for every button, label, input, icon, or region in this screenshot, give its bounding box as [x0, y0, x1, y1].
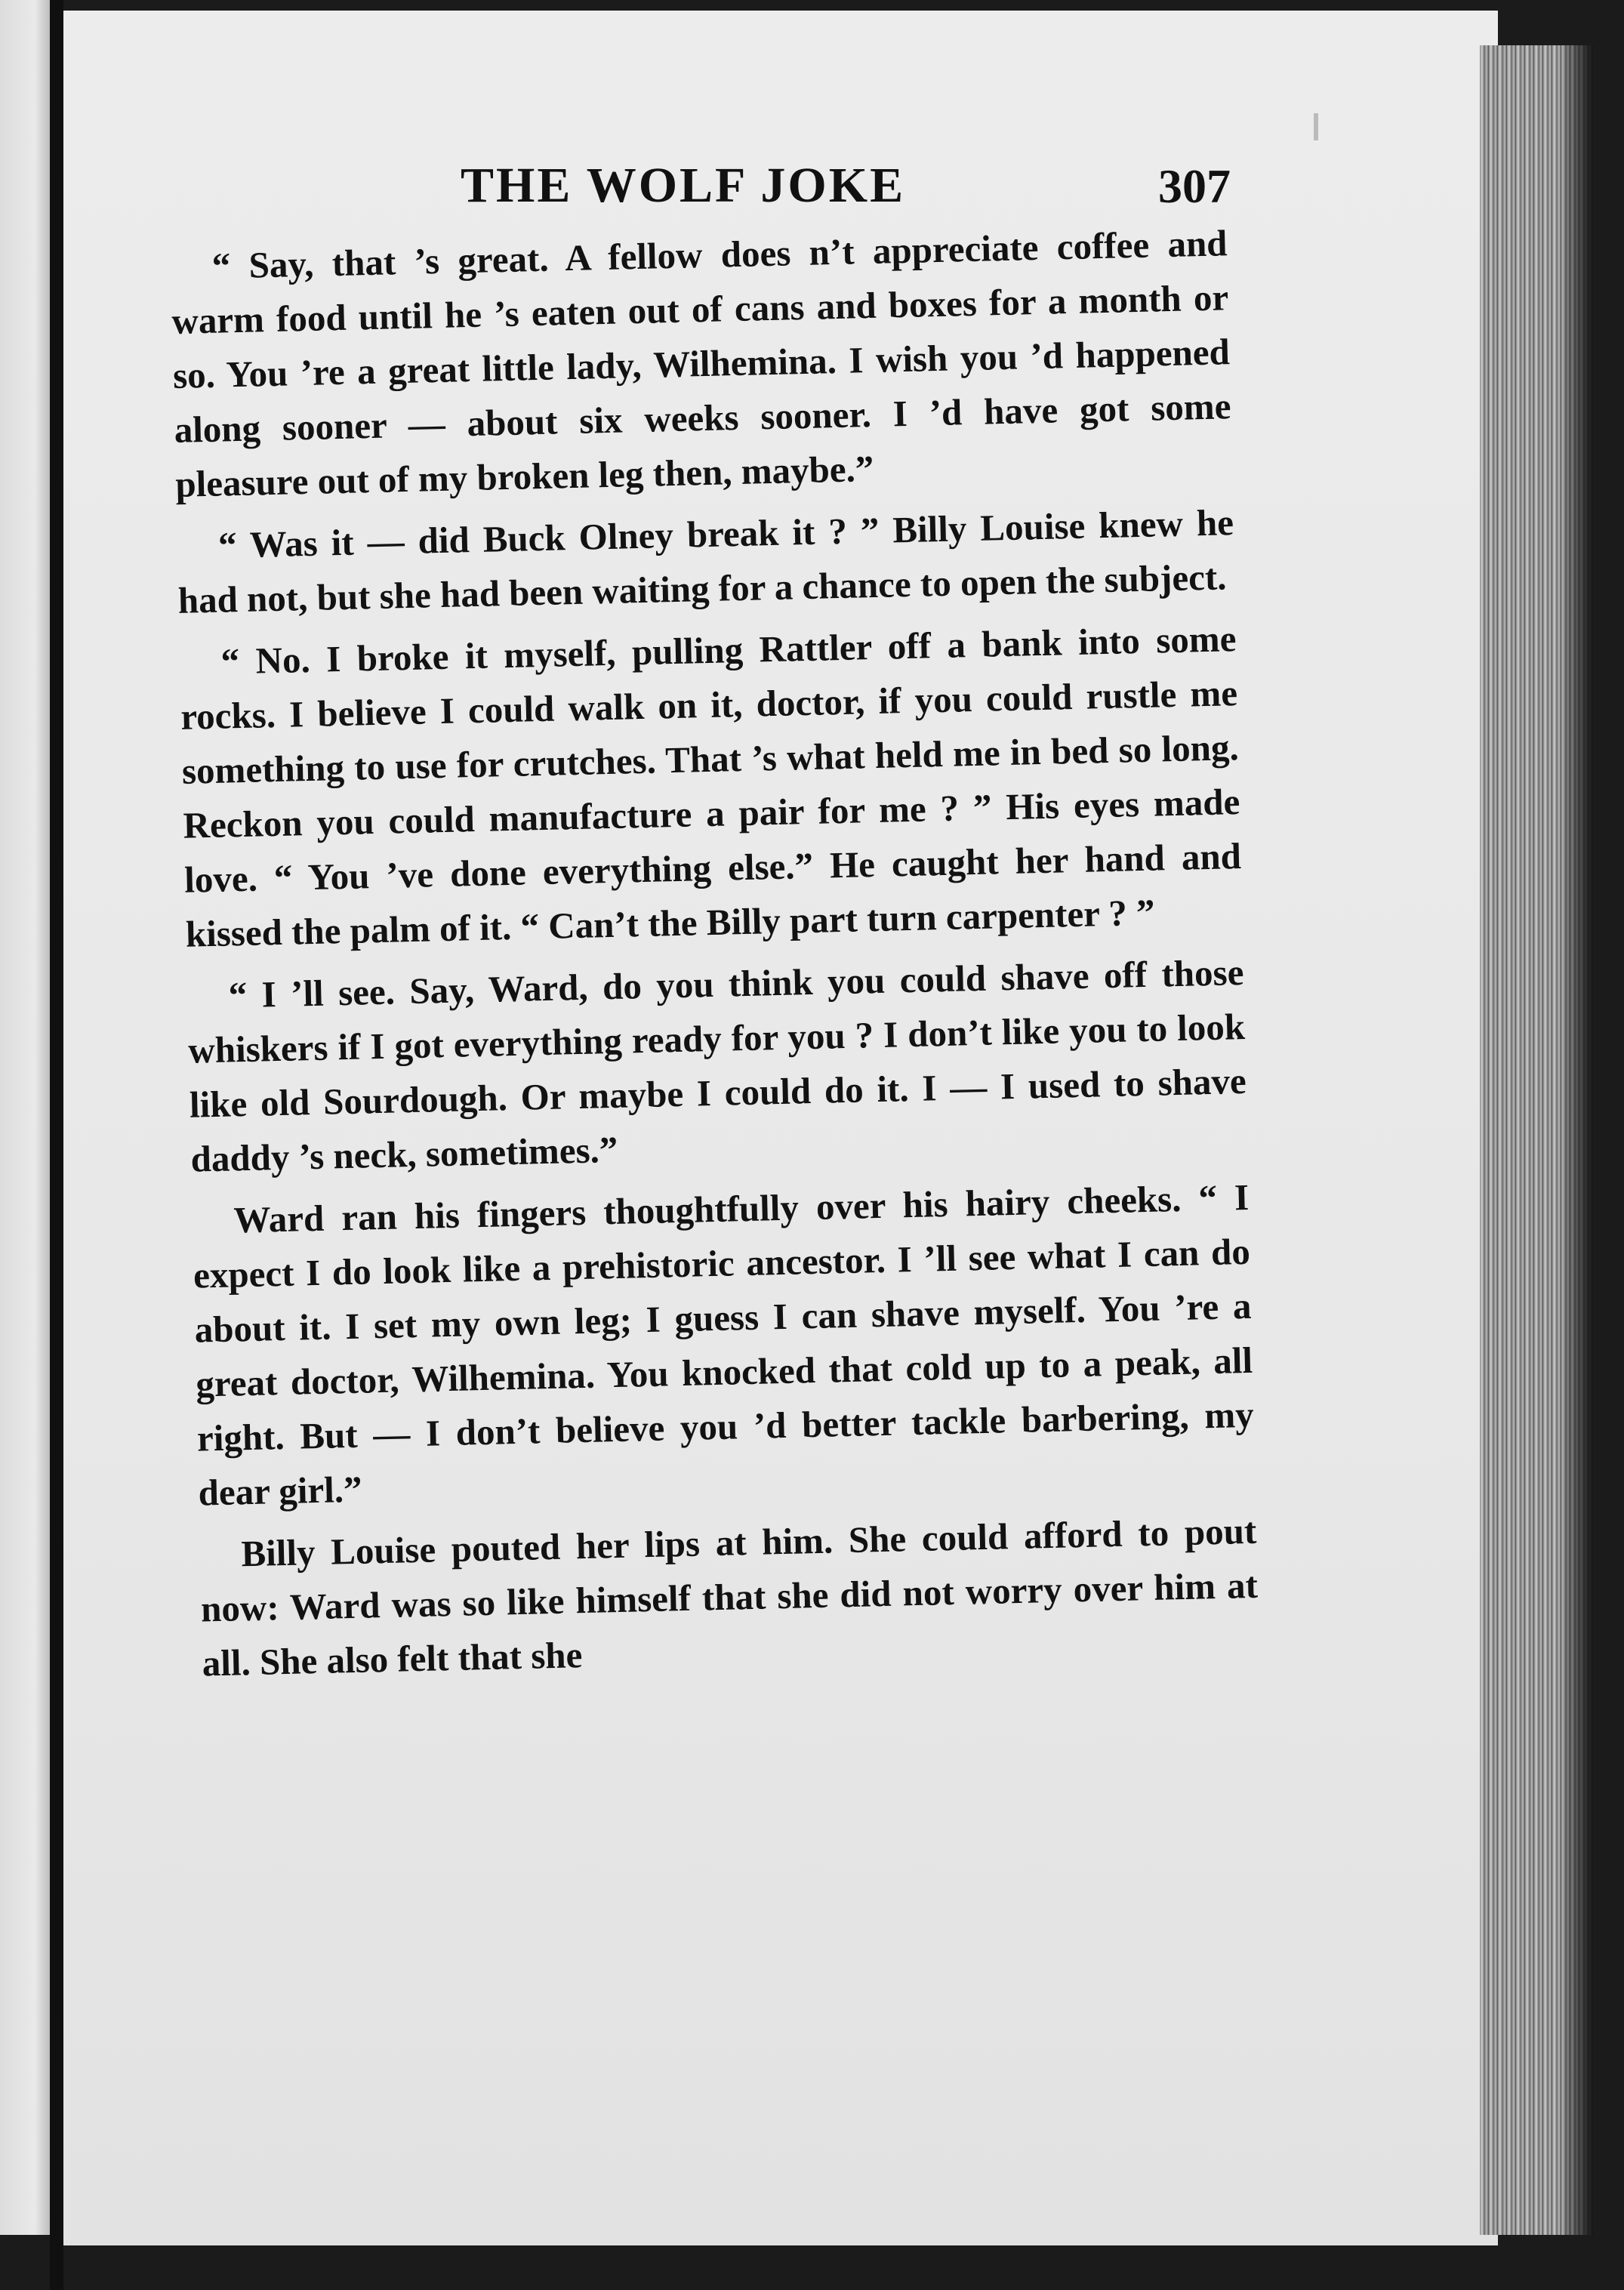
paragraph: “ Was it — did Buck Olney break it ? ” Billy Louise knew he had not, but she had been waiting for a chance to open the subject.: [177, 501, 1234, 621]
facing-page-edge: [0, 0, 50, 2235]
paragraph: “ I ’ll see. Say, Ward, do you think you could shave off those whiskers if I got everything ready for you ? I don’t like you to look like old Sourdough. Or maybe I could do it. I — I used to shave daddy ’s neck, sometimes.”: [187, 951, 1247, 1180]
running-title: THE WOLF JOKE: [461, 158, 906, 213]
paragraph: “ Say, that ’s great. A fellow does n’t appreciate coffee and warm food until he ’s eaten out of cans and boxes for a month or so. You ’re a great little lady, Wilhemina. I wish you ’d happened along sooner — about six weeks sooner. I ’d have got some pleasure out of my broken leg then, maybe.”: [171, 222, 1231, 505]
paragraph: Ward ran his fingers thoughtfully over his hairy cheeks. “ I expect I do look like a prehistoric ancestor. I ’ll see what I can do about it. I set my own leg; I guess I can shave myself. You ’re a great doctor, Wilhemina. You knocked that cold up to a peak, all right. But — I don’t believe you ’d better tackle barbering, my dear girl.”: [193, 1176, 1255, 1514]
book-gutter: [50, 0, 63, 2290]
body-text: [170, 216, 1259, 1698]
page-block-edges: [1480, 45, 1593, 2235]
scan-speck: [1314, 113, 1318, 140]
paragraph: “ No. I broke it myself, pulling Rattler off a bank into some rocks. I believe I could walk on it, doctor, if you could rustle me something to use for crutches. That ’s what held me in bed so long. Reckon you could manufacture a pair for me ? ” His eyes made love. “ You ’ve done everything else.” He caught her hand and kissed the palm of it. “ Can’t the Billy part turn carpenter ? ”: [180, 618, 1242, 955]
paragraph: Billy Louise pouted her lips at him. She could afford to pout now: Ward was so like himself that she did not worry over him at all. She also felt that she: [200, 1509, 1259, 1684]
page-header: [461, 157, 1231, 217]
page-number: 307: [1158, 159, 1231, 213]
